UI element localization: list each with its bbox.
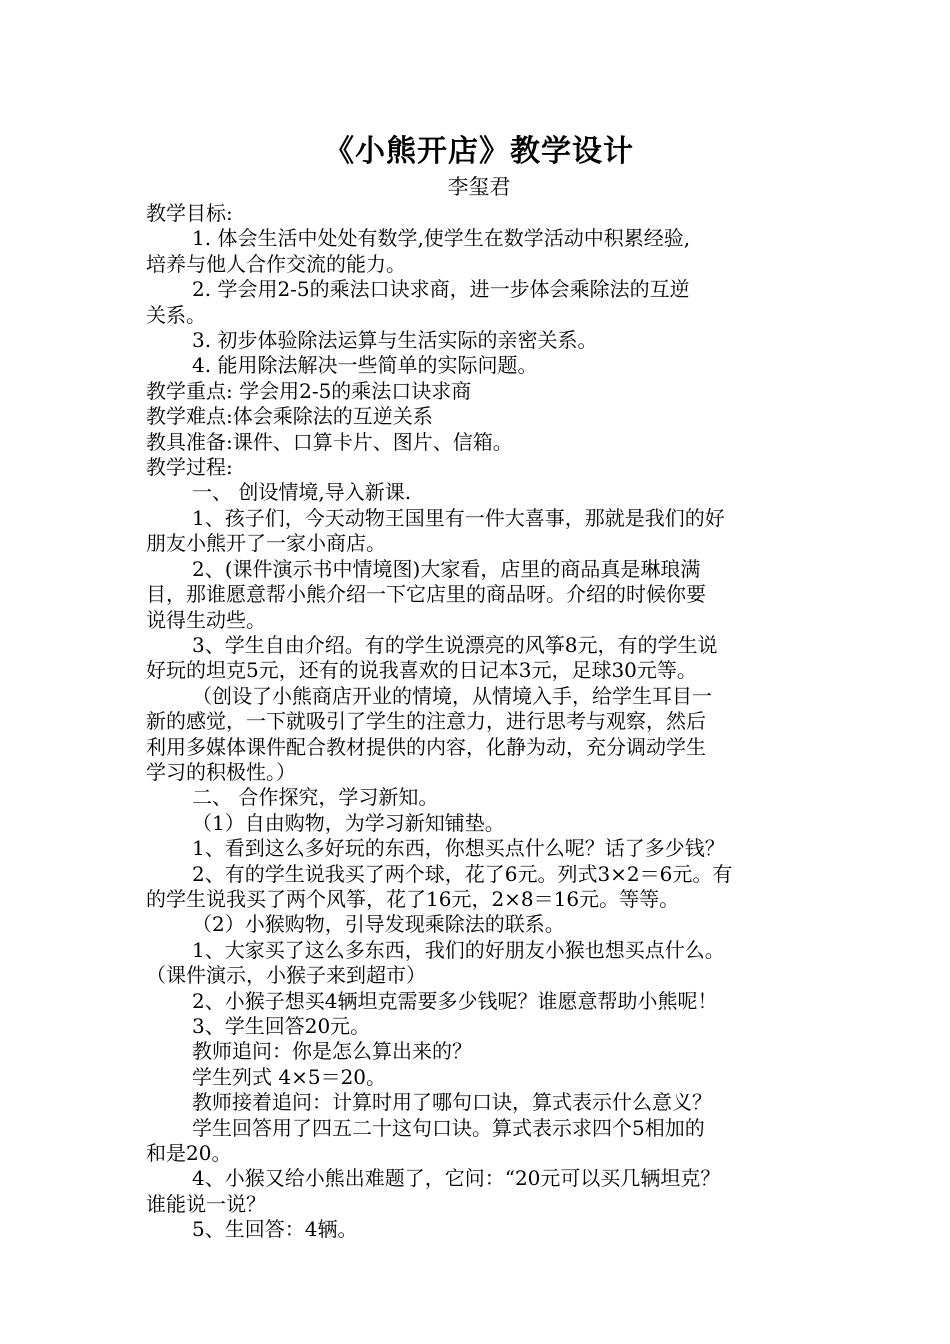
text-line: 朋友小熊开了一家小商店。: [146, 531, 386, 556]
text-line: 培养与他人合作交流的能力。: [146, 251, 406, 276]
text-line: 关系。: [146, 302, 206, 327]
text-line: 2、有的学生说我买了两个球，花了6元。列式3×2＝6元。有: [192, 861, 733, 886]
text-line: 1、孩子们，今天动物王国里有一件大喜事，那就是我们的好: [192, 505, 725, 530]
text-line: （1）自由购物，为学习新知铺垫。: [192, 810, 505, 835]
text-line: 4、小猴又给小熊出难题了，它问：“20元可以买几辆坦克？: [192, 1166, 721, 1191]
text-line: 4. 能用除法解决一些简单的实际问题。: [192, 353, 538, 378]
document-author: 李玺君: [447, 175, 511, 199]
text-line: 2、(课件演示书中情境图)大家看，店里的商品真是琳琅满: [192, 556, 701, 581]
text-line: 二、 合作探究，学习新知。: [192, 785, 439, 810]
text-line: 和是20。: [146, 1141, 232, 1166]
text-line: 教学难点:体会乘除法的互逆关系: [146, 404, 433, 429]
text-line: （课件演示，小猴子来到超市）: [146, 963, 426, 988]
text-line: 目，那谁愿意帮小熊介绍一下它店里的商品呀。介绍的时候你要: [146, 582, 706, 607]
text-line: 的学生说我买了两个风筝，花了16元，2×8＝16元。等等。: [146, 886, 680, 911]
text-line: 学生列式 4×5＝20。: [192, 1064, 387, 1089]
text-line: 教学过程:: [146, 455, 233, 480]
text-line: 3. 初步体验除法运算与生活实际的亲密关系。: [192, 328, 598, 353]
text-line: 教师接着追问：计算时用了哪句口诀，算式表示什么意义？: [192, 1090, 712, 1115]
text-line: 教学重点: 学会用2-5的乘法口诀求商: [146, 378, 472, 403]
text-line: 5、生回答：4辆。: [192, 1217, 358, 1242]
text-line: 学习的积极性。）: [146, 759, 296, 784]
text-line: 2、小猴子想买4辆坦克需要多少钱呢？谁愿意帮助小熊呢！: [192, 988, 718, 1013]
document-title: 《小熊开店》教学设计: [324, 134, 634, 169]
text-line: 一、 创设情境,导入新课.: [192, 480, 412, 505]
document-body: [146, 201, 812, 1243]
text-line: 新的感觉，一下就吸引了学生的注意力，进行思考与观察，然后: [146, 709, 706, 734]
text-line: 3、学生自由介绍。有的学生说漂亮的风筝8元，有的学生说: [192, 632, 718, 657]
text-line: 1、看到这么多好玩的东西，你想买点什么呢？话了多少钱？: [192, 836, 725, 861]
text-line: 学生回答用了四五二十这句口诀。算式表示求四个5相加的: [192, 1115, 705, 1140]
text-line: 利用多媒体课件配合教材提供的内容，化静为动，充分调动学生: [146, 734, 706, 759]
text-line: 1. 体会生活中处处有数学,使学生在数学活动中积累经验,: [192, 226, 691, 251]
text-line: 好玩的坦克5元，还有的说我喜欢的日记本3元，足球30元等。: [146, 658, 697, 683]
text-line: 教具准备:课件、口算卡片、图片、信箱。: [146, 429, 513, 454]
text-line: 1、大家买了这么多东西，我们的好朋友小猴也想买点什么。: [192, 937, 725, 962]
text-line: 谁能说一说？: [146, 1191, 266, 1216]
text-line: 教学目标:: [146, 201, 233, 225]
text-line: （2）小猴购物，引导发现乘除法的联系。: [192, 912, 565, 937]
text-line: 教师追问：你是怎么算出来的？: [192, 1039, 472, 1064]
text-line: 3、学生回答20元。: [192, 1014, 371, 1038]
text-line: （创设了小熊商店开业的情境，从情境入手，给学生耳目一: [192, 683, 712, 708]
text-line: 2. 学会用2-5的乘法口诀求商，进一步体会乘除法的互逆: [192, 277, 690, 302]
text-line: 说得生动些。: [146, 607, 266, 632]
document-page: [146, 130, 812, 1243]
